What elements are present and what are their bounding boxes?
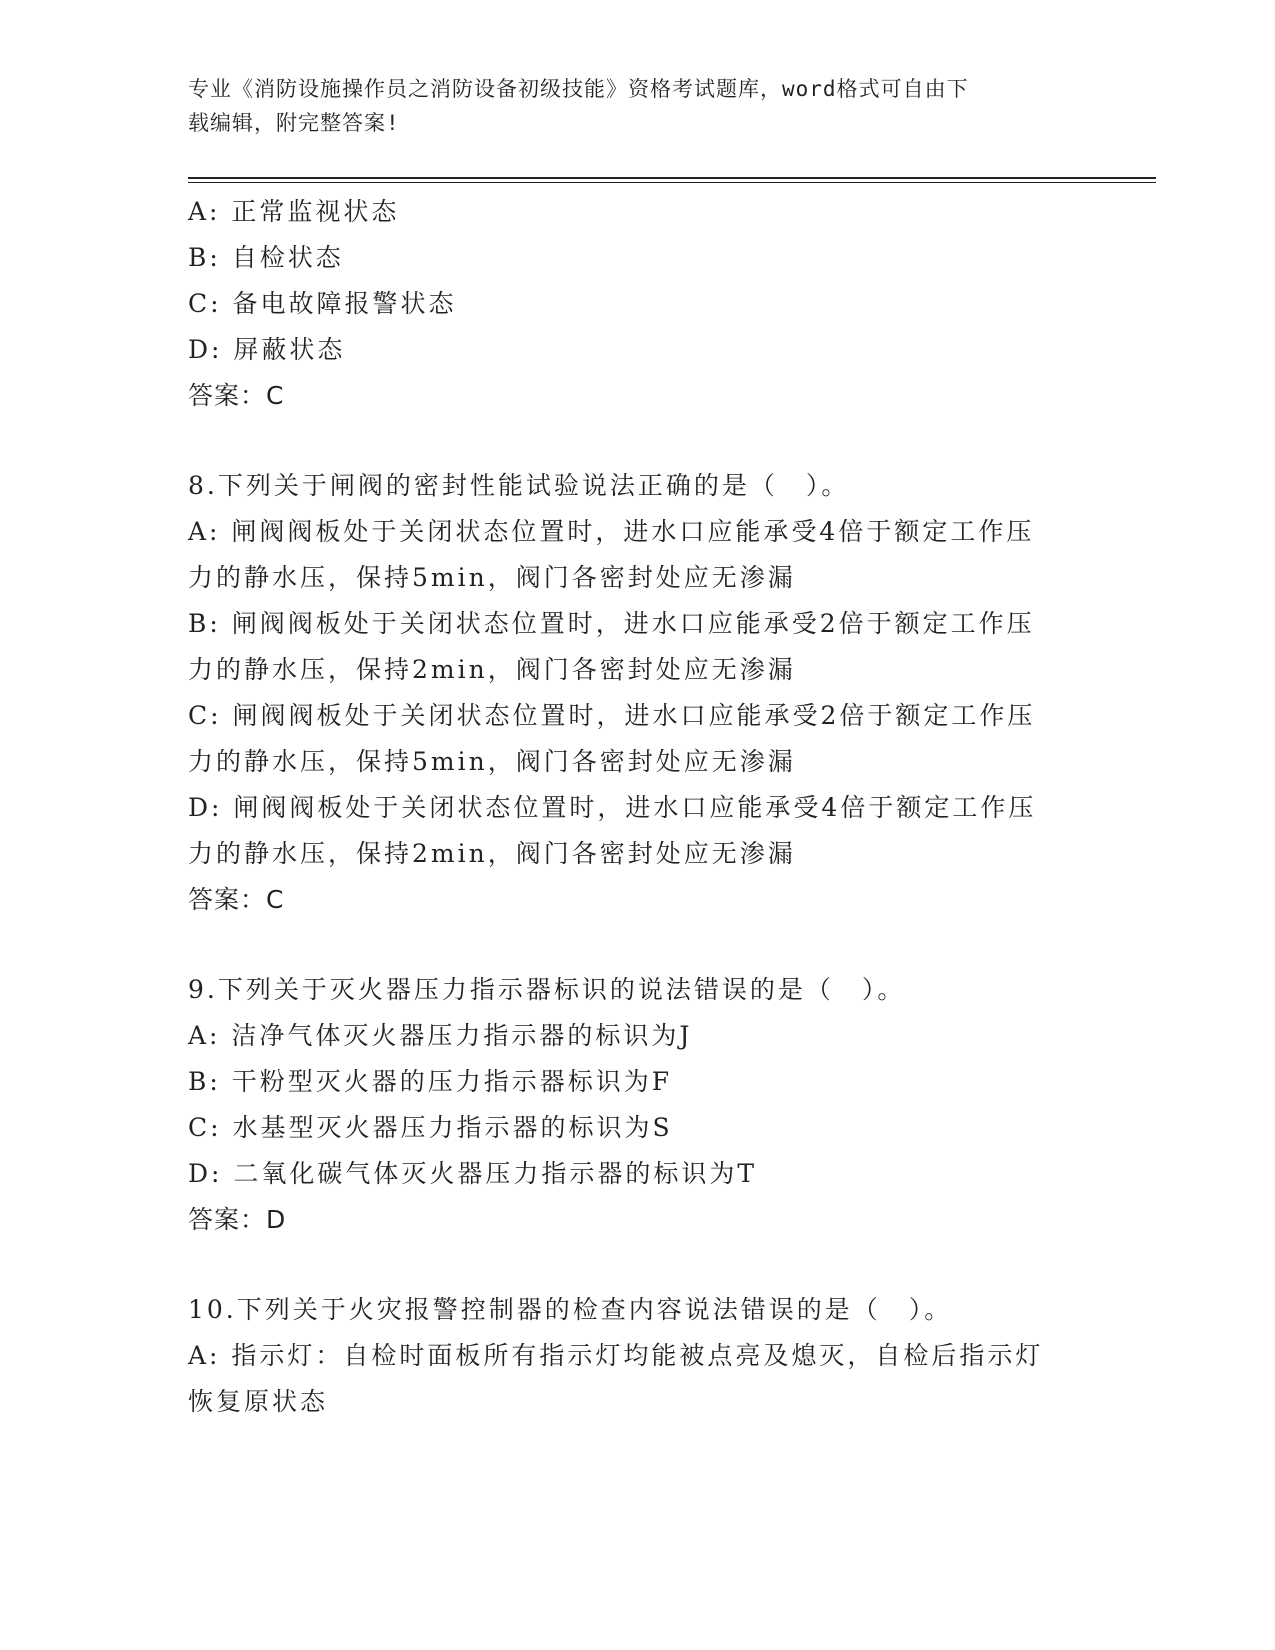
option-c-line-1: C: 闸阀阀板处于关闭状态位置时，进水口应能承受2倍于额定工作压	[188, 701, 1036, 730]
option-d-line-2: 力的静水压，保持2min，阀门各密封处应无渗漏	[188, 839, 796, 868]
question-9	[188, 967, 1088, 1243]
option-b: B: 自检状态	[188, 243, 344, 272]
question-10	[188, 1287, 1088, 1425]
question-text: 9.下列关于灭火器压力指示器标识的说法错误的是（ ）。	[188, 975, 906, 1004]
answer: 答案：C	[188, 381, 285, 410]
spacer	[188, 923, 1088, 967]
option-d-line-1: D: 闸阀阀板处于关闭状态位置时，进水口应能承受4倍于额定工作压	[188, 793, 1037, 822]
header-line-1: 专业《消防设施操作员之消防设备初级技能》资格考试题库，word格式可自由下	[188, 77, 969, 101]
option-d: D: 屏蔽状态	[188, 335, 346, 364]
answer: 答案：D	[188, 1205, 287, 1234]
option-a-line-1: A: 指示灯：自检时面板所有指示灯均能被点亮及熄灭，自检后指示灯	[188, 1341, 1044, 1370]
question-7	[188, 189, 1088, 419]
option-a-line-1: A: 闸阀阀板处于关闭状态位置时，进水口应能承受4倍于额定工作压	[188, 517, 1035, 546]
option-a: A: 洁净气体灭火器压力指示器的标识为J	[188, 1021, 693, 1050]
document-header	[188, 72, 1088, 140]
option-a-line-2: 恢复原状态	[188, 1387, 329, 1416]
option-b-line-1: B: 闸阀阀板处于关闭状态位置时，进水口应能承受2倍于额定工作压	[188, 609, 1035, 638]
option-c: C: 备电故障报警状态	[188, 289, 457, 318]
question-text: 8.下列关于闸阀的密封性能试验说法正确的是（ ）。	[188, 471, 850, 500]
spacer	[188, 1243, 1088, 1287]
option-b: B: 干粉型灭火器的压力指示器标识为F	[188, 1067, 673, 1096]
question-8	[188, 463, 1088, 923]
option-b-line-2: 力的静水压，保持2min，阀门各密封处应无渗漏	[188, 655, 796, 684]
header-divider-thick	[188, 177, 1156, 179]
answer: 答案：C	[188, 885, 285, 914]
question-text: 10.下列关于火灾报警控制器的检查内容说法错误的是（ ）。	[188, 1295, 953, 1324]
option-c-line-2: 力的静水压，保持5min，阀门各密封处应无渗漏	[188, 747, 796, 776]
option-d: D: 二氧化碳气体灭火器压力指示器的标识为T	[188, 1159, 758, 1188]
header-divider-thin	[188, 182, 1156, 183]
header-line-2: 载编辑，附完整答案!	[188, 111, 400, 135]
option-a: A: 正常监视状态	[188, 197, 400, 226]
question-list	[188, 189, 1088, 1425]
spacer	[188, 419, 1088, 463]
option-a-line-2: 力的静水压，保持5min，阀门各密封处应无渗漏	[188, 563, 796, 592]
option-c: C: 水基型灭火器压力指示器的标识为S	[188, 1113, 673, 1142]
